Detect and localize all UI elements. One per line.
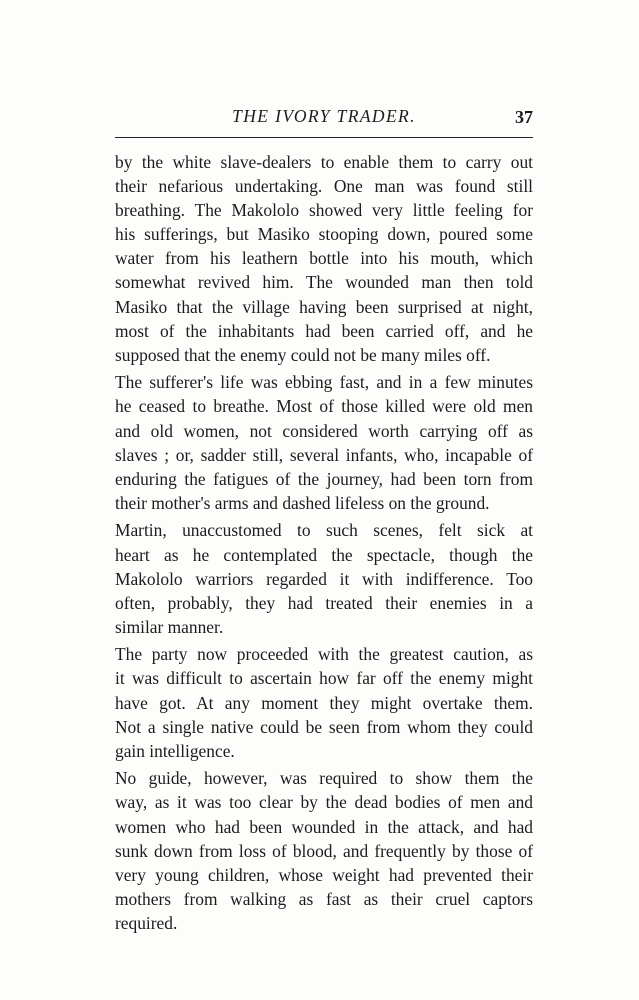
text-line: their mother's arms and dashed lifeless on the ground.: [115, 492, 490, 513]
text-line: breathing. The Makololo showed very little feeling for: [115, 200, 533, 221]
text-line: often, probably, they had treated their enemies in a: [115, 592, 533, 613]
text-line: most of the inhabitants had been carried off, and he: [115, 320, 533, 341]
body-text: [115, 150, 533, 935]
text-line: he ceased to breathe. Most of those killed were old men: [115, 396, 533, 417]
text-line: sunk down from loss of blood, and frequently by those of: [115, 840, 533, 861]
running-title: THE IVORY TRADER.: [232, 106, 416, 126]
text-line: have got. At any moment they might overtake them.: [115, 692, 533, 713]
text-line: mothers from walking as fast as their cruel captors: [115, 888, 533, 909]
page-number: 37: [515, 107, 533, 127]
text-line: and old women, not considered worth carrying off as: [115, 420, 533, 441]
text-line: heart as he contemplated the spectacle, though the: [115, 544, 533, 565]
text-line: their nefarious undertaking. One man was found still: [115, 176, 533, 197]
text-line: very young children, whose weight had prevented their: [115, 864, 533, 885]
page-header: [115, 106, 533, 132]
text-line: Not a single native could be seen from whom they could: [115, 716, 533, 737]
text-line: Masiko that the village having been surprised at night,: [115, 296, 533, 317]
text-line: water from his leathern bottle into his mouth, which: [115, 248, 533, 269]
text-line: Makololo warriors regarded it with indifference. Too: [115, 568, 533, 589]
text-line: No guide, however, was required to show them the: [115, 768, 533, 789]
text-line: slaves ; or, sadder still, several infants, who, incapable of: [115, 444, 533, 465]
text-line: supposed that the enemy could not be many miles off.: [115, 344, 491, 365]
text-line: Martin, unaccustomed to such scenes, felt sick at: [115, 520, 533, 541]
paragraph: [115, 642, 533, 762]
text-line: The sufferer's life was ebbing fast, and in a few minutes: [115, 372, 533, 393]
text-line: it was difficult to ascertain how far off the enemy might: [115, 668, 533, 689]
text-line: required.: [115, 912, 178, 933]
text-line: women who had been wounded in the attack, and had: [115, 816, 533, 837]
text-line: gain intelligence.: [115, 740, 235, 761]
header-rule: [115, 137, 533, 138]
text-line: similar manner.: [115, 616, 224, 637]
paragraph: [115, 370, 533, 515]
text-line: The party now proceeded with the greatest caution, as: [115, 644, 533, 665]
text-line: his sufferings, but Masiko stooping down, poured some: [115, 224, 533, 245]
text-line: somewhat revived him. The wounded man then told: [115, 272, 533, 293]
text-line: by the white slave-dealers to enable them to carry out: [115, 152, 533, 172]
text-line: enduring the fatigues of the journey, had been torn from: [115, 468, 533, 489]
paragraph: [115, 518, 533, 638]
paragraph: [115, 150, 533, 367]
paragraph: [115, 766, 533, 935]
text-line: way, as it was too clear by the dead bodies of men and: [115, 792, 533, 813]
